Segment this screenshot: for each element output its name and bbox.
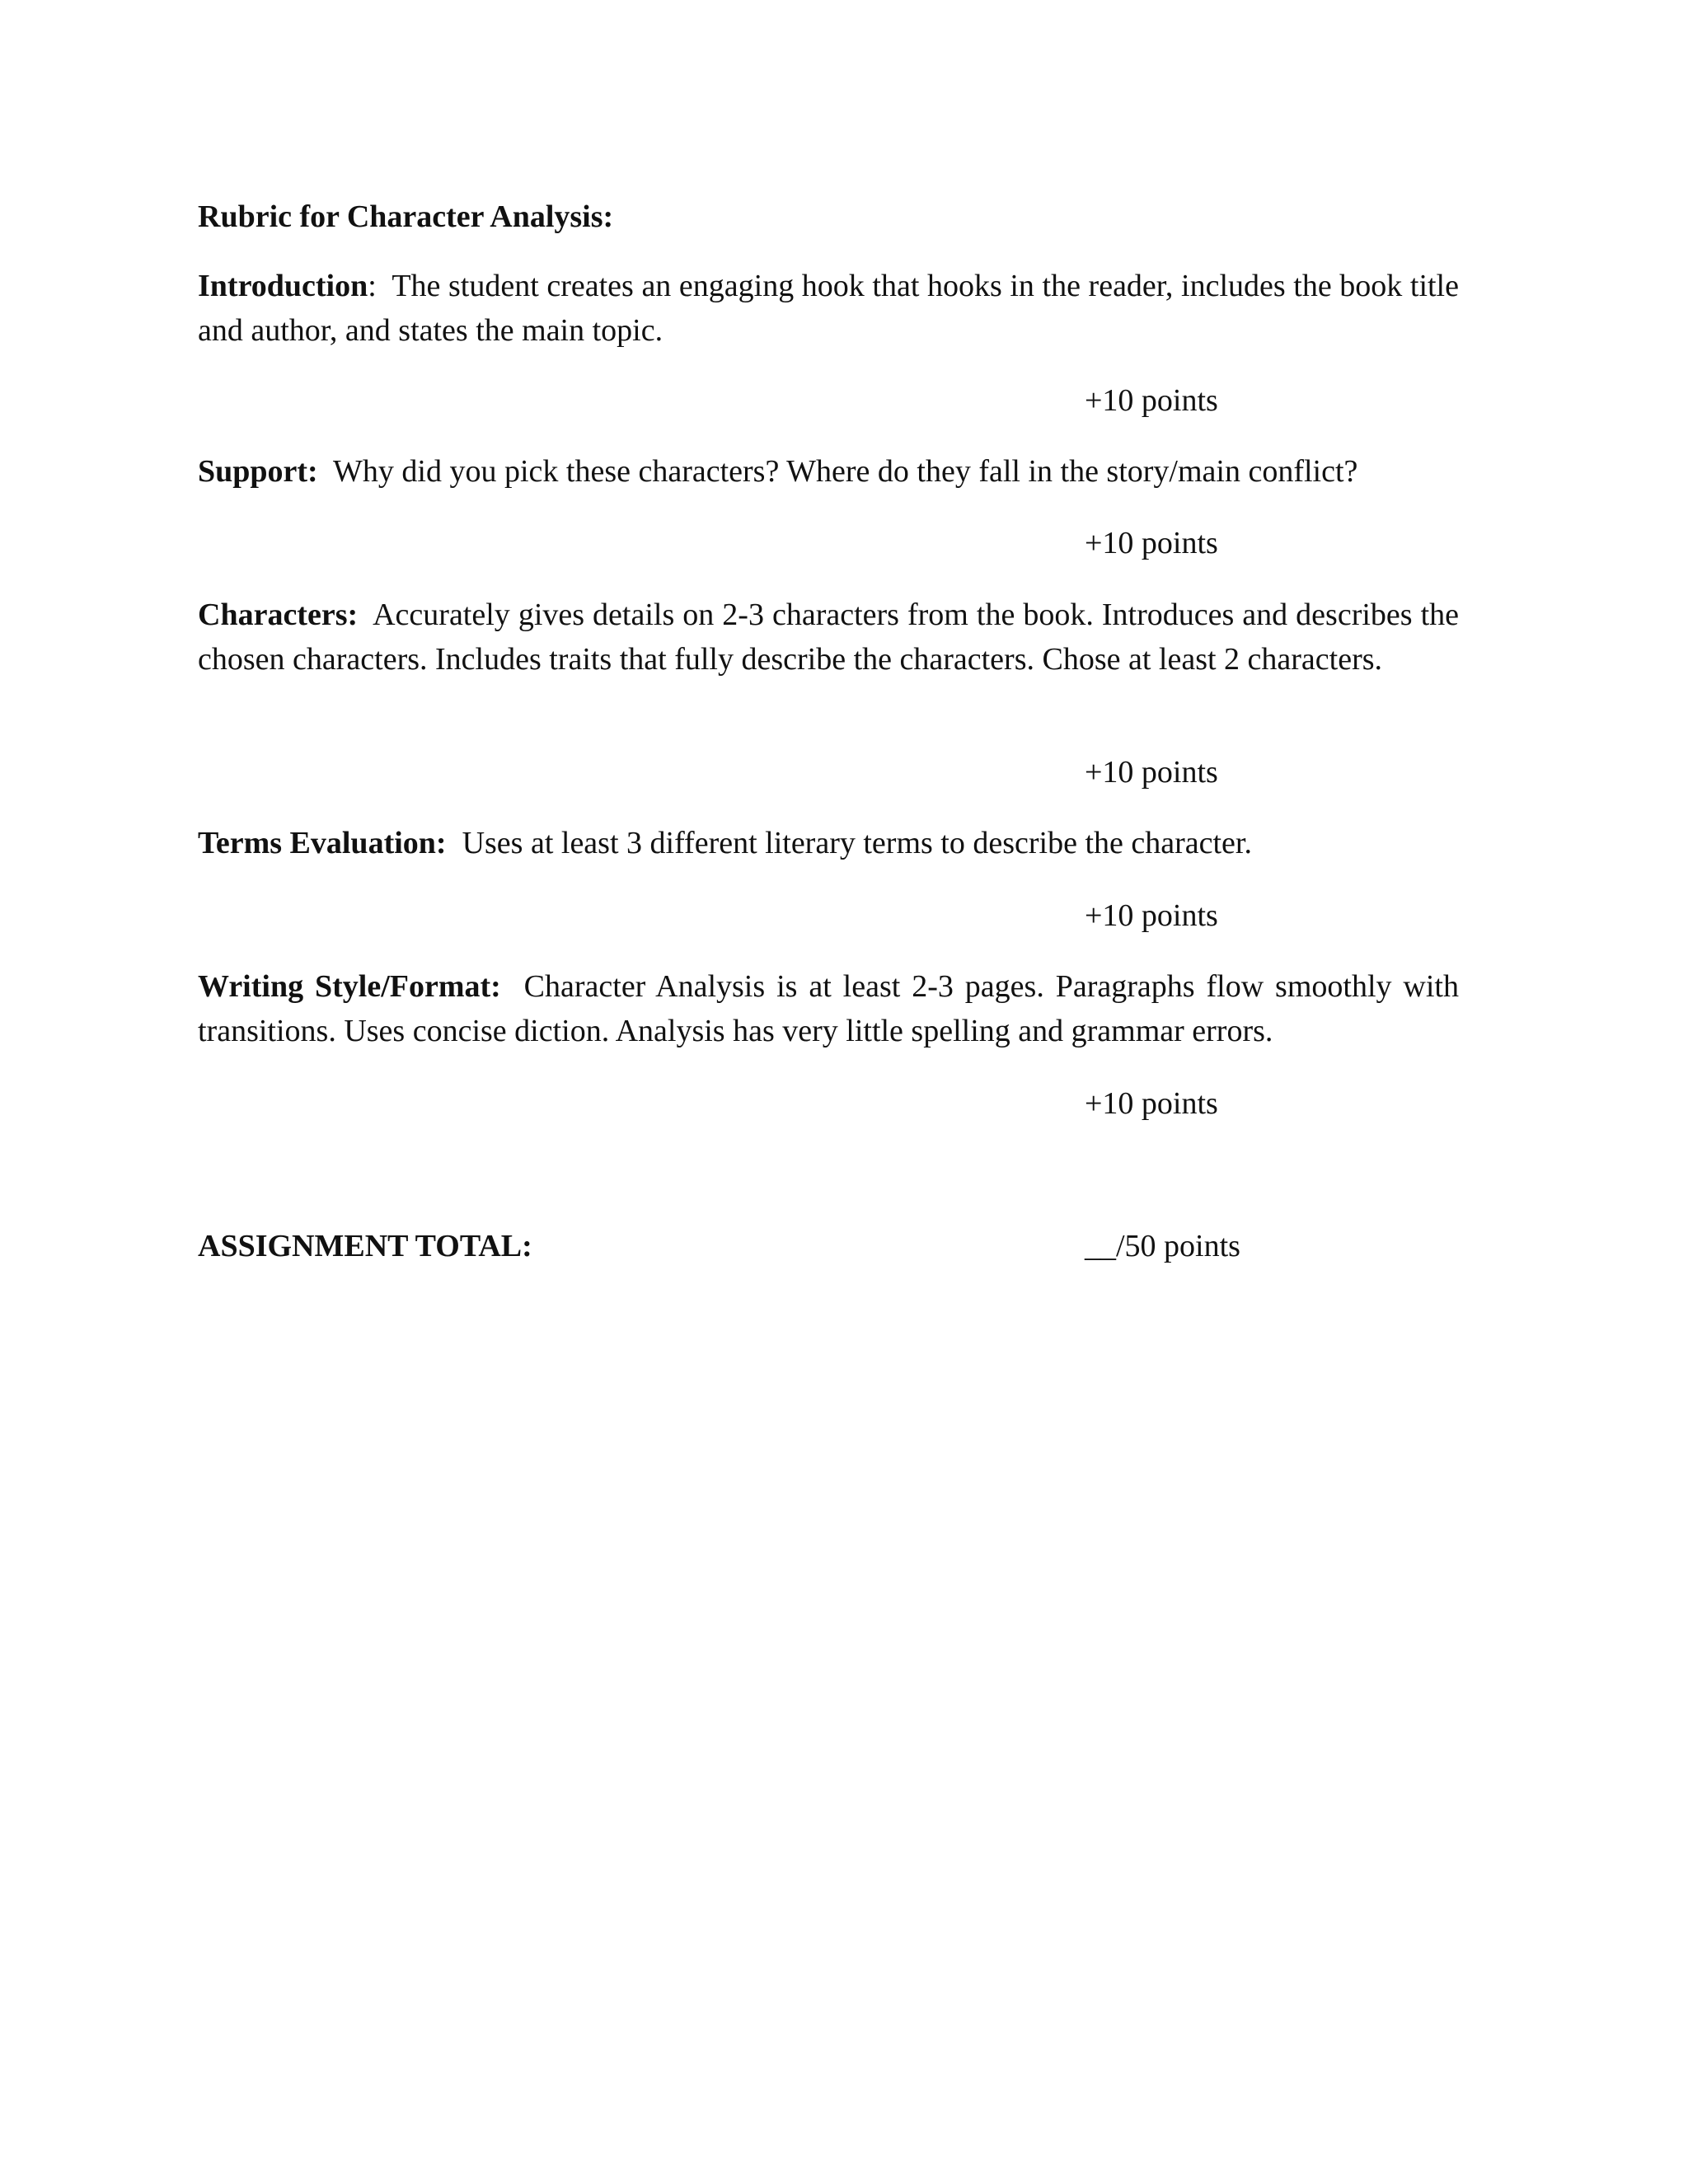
criterion-label: Characters: — [198, 598, 359, 632]
criterion-points-support: +10 points — [1085, 526, 1218, 560]
criterion-text: Character Analysis is at least 2-3 pages. Paragraphs flow smoothly with transitions. Uses concise diction. Analysis has very little spelling and grammar errors. — [198, 969, 1459, 1048]
criterion-points-writing-style: +10 points — [1085, 1086, 1218, 1121]
assignment-total-score: __/50 points — [1085, 1229, 1240, 1263]
criterion-label: Terms Evaluation: — [198, 826, 447, 860]
criterion-writing-style — [198, 964, 1459, 1053]
criterion-text: Accurately gives details on 2-3 characters from the book. Introduces and describes the chosen characters. Includes traits that fully describe the characters. Chose at least 2 characters. — [198, 598, 1460, 677]
criterion-support — [198, 449, 1459, 494]
criterion-characters — [198, 593, 1459, 682]
criterion-terms-evaluation — [198, 821, 1459, 865]
criterion-label: Support: — [198, 454, 318, 489]
criterion-text: Why did you pick these characters? Where do they fall in the story/main conflict? — [333, 454, 1358, 489]
criterion-text: The student creates an engaging hook that hooks in the reader, includes the book title and author, and states the main topic. — [198, 269, 1459, 348]
criterion-label: Introduction — [198, 269, 368, 303]
criterion-separator: : — [368, 269, 377, 303]
criterion-introduction — [198, 264, 1459, 353]
assignment-total-label: ASSIGNMENT TOTAL: — [198, 1229, 532, 1263]
criterion-points-characters: +10 points — [1085, 755, 1218, 790]
criterion-text: Uses at least 3 different literary terms to describe the character. — [462, 826, 1252, 860]
criterion-points-terms-evaluation: +10 points — [1085, 898, 1218, 933]
criterion-points-introduction: +10 points — [1085, 383, 1218, 418]
criterion-label: Writing Style/Format: — [198, 969, 501, 1004]
rubric-title: Rubric for Character Analysis: — [198, 199, 614, 234]
